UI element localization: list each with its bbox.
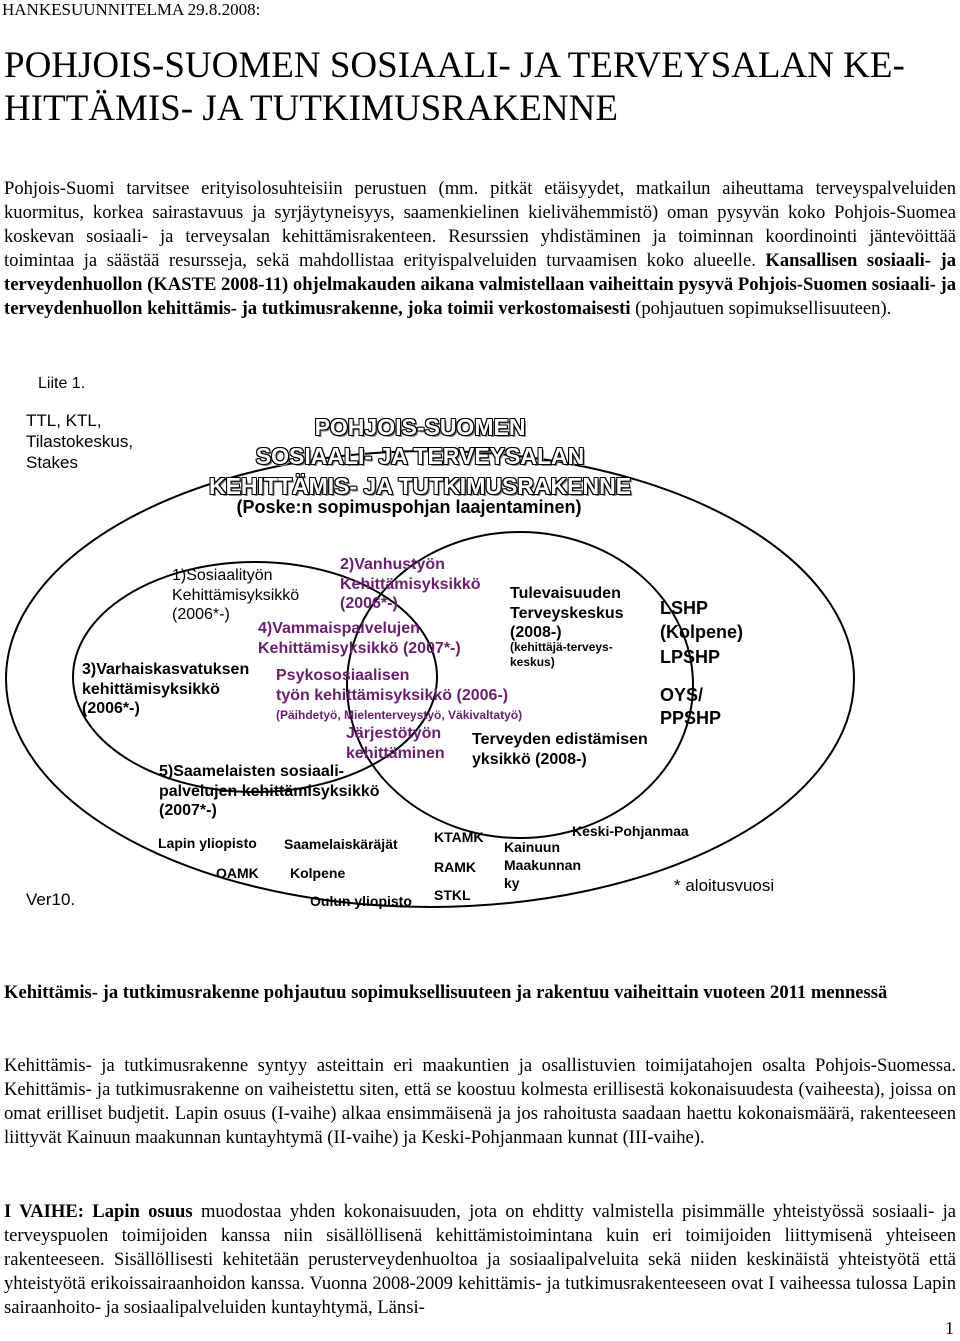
unit-terveyden-edistaminen: Terveyden edistämisen yksikkö (2008-) bbox=[472, 731, 648, 768]
org-lshp: LSHP (Kolpene) bbox=[660, 598, 743, 642]
attachment-label: Liite 1. bbox=[38, 375, 86, 392]
unit-varhaiskasvatus: 3)Varhaiskasvatuksen kehittämisyksikkö (2006*-) bbox=[82, 661, 250, 717]
org-ktamk: KTAMK bbox=[434, 829, 484, 845]
title-line-2: HITTÄMIS- JA TUTKIMUSRAKENNE bbox=[4, 88, 618, 129]
org-keski-pohjanmaa: Keski-Pohjanmaa bbox=[572, 823, 689, 839]
unit-jarjestotyo: Järjestötyön kehittäminen bbox=[346, 725, 445, 762]
body-paragraph-2: Kehittämis- ja tutkimusrakenne syntyy asteittain eri maakuntien ja osallistuvien toimijatahojen osalta Pohjois-Suomessa. Kehittämis- ja tutkimusrakenne on vaiheistettu siten, että se koostuu kolmesta erillisestä kokonaisuudesta (vaiheesta), joissa on omat erilliset budjetit. Lapin osuus (I-vaihe) alkaa ensimmäisenä ja jos rahoitusta saadaan haettu kokonaismäärä, rakenteeseen liittyvät Kainuun maakunnan kuntayhtymä (II-vaihe) ja Keski-Pohjanmaan kunnat (III-vaihe). bbox=[4, 1055, 956, 1148]
document-title bbox=[4, 44, 954, 130]
diagram-subtitle: (Poske:n sopimuspohjan laajentaminen) bbox=[236, 497, 582, 517]
document-header: HANKESUUNNITELMA 29.8.2008: bbox=[2, 0, 261, 19]
org-saamelaiskarajat: Saamelaiskäräjät bbox=[284, 836, 398, 852]
org-lapin-yliopisto: Lapin yliopisto bbox=[158, 835, 257, 851]
data-sources: TTL, KTL, Tilastokeskus, Stakes bbox=[26, 411, 134, 472]
intro-text: Pohjois-Suomi tarvitsee erityisolosuhteisiin perustuen (mm. pitkät etäisyydet, matkailun aiheuttama terveyspalveluiden kuormitus, korkea sairastavuus ja syrjäytyneisyys, saamenkielinen kielivähemmistö) oman pysyvän koko Pohjois-Suomea koskevan sosiaali- ja terveysalan kehittämisrakenteen. Resurssien yhdistäminen ja toiminnan koordinointi jäntevöittää toimintaa ja säästää resursseja, sekä mahdollistaa erityispalveluiden turvaamisen koko alueelle. bbox=[4, 178, 956, 271]
unit-vanhustyo: 2)Vanhustyön Kehittämisyksikkö (2006*-) bbox=[340, 556, 481, 612]
org-kolpene: Kolpene bbox=[290, 865, 346, 881]
org-oulun-yliopisto: Oulun yliopisto bbox=[310, 893, 412, 909]
org-lpshp: LPSHP bbox=[660, 647, 721, 667]
version-label: Ver10. bbox=[26, 890, 76, 909]
org-ramk: RAMK bbox=[434, 859, 476, 875]
org-kainuu: Kainuun Maakunnan ky bbox=[504, 839, 582, 891]
unit-psykososiaalinen: Psykososiaalisen työn kehittämisyksikkö (2006-) bbox=[276, 667, 509, 704]
diagram-title-3: KEHITTÄMIS- JA TUTKIMUSRAKENNE bbox=[208, 473, 632, 499]
diagram-title-2: SOSIAALI- JA TERVEYSALAN bbox=[255, 443, 585, 469]
intro-bold-text: Kansallisen sosiaali- ja terveydenhuollon (KASTE 2008-11) ohjelmakauden aikana valmistellaan vaiheittain pysyvä Pohjois-Suomen sosiaali- ja terveydenhuollon kehittämis- ja tutkimusrakenne, joka toimii verkostomaisesti bbox=[4, 250, 956, 319]
org-oamk: OAMK bbox=[216, 865, 259, 881]
intro-end-text: (pohjautuen sopimuksellisuuteen). bbox=[630, 298, 892, 319]
unit-tulevaisuus-sub: (kehittäjä-terveys- keskus) bbox=[510, 640, 613, 669]
unit-saamelaiset: 5)Saamelaisten sosiaali- palvelujen kehittämisyksikkö (2007*-) bbox=[159, 763, 380, 819]
start-year-note: * aloitusvuosi bbox=[674, 876, 775, 895]
page-number: 1 bbox=[945, 1318, 954, 1338]
unit-tulevaisuuden-terveyskeskus: Tulevaisuuden Terveyskeskus (2008-) bbox=[510, 585, 624, 641]
org-oys: OYS/ PPSHP bbox=[660, 685, 722, 728]
section-heading: Kehittämis- ja tutkimusrakenne pohjautuu sopimuksellisuuteen ja rakentuu vaiheittain vuoteen 2011 mennessä bbox=[4, 982, 888, 1003]
org-stkl: STKL bbox=[434, 887, 471, 903]
phase1-label: I VAIHE: Lapin osuus bbox=[4, 1201, 193, 1222]
diagram-title-1: POHJOIS-SUOMEN bbox=[314, 414, 526, 440]
body-paragraph-3 bbox=[4, 1200, 956, 1320]
title-line-1: POHJOIS-SUOMEN SOSIAALI- JA TERVEYSALAN KE- bbox=[4, 45, 905, 86]
unit-vammaispalvelut: 4)Vammaispalvelujen Kehittämisyksikkö (2007*-) bbox=[258, 620, 461, 657]
unit-psykososiaalinen-sub: (Päihdetyö, Mielenterveystyö, Väkivaltatyö) bbox=[276, 708, 523, 722]
unit-sosiaalityo: 1)Sosiaalityön Kehittämisyksikkö (2006*-) bbox=[172, 567, 300, 623]
phase1-text: muodostaa yhden kokonaisuuden, jota on ehditty valmistella pisimmälle yhteistyössä sosiaali- ja terveyspuolen toimijoiden kanssa niin sisällöllisenä kehittämistoimintana kuin eri toimijoiden liittymisenä yhteiseen rakenteeseen. Sisällöllisesti kehitetään perusterveydenhuoltoa ja sosiaalipalveluita sekä niiden keskinäistä yhteistyötä että yhteistyötä erikoissairaanhoidon kanssa. Vuonna 2008-2009 kehittämis- ja tutkimusrakenteeseen ovat I vaiheessa tulossa Lapin sairaanhoito- ja sosiaalipalveluiden kuntayhtymä, Länsi- bbox=[4, 1201, 957, 1318]
intro-paragraph bbox=[4, 177, 956, 321]
diagram bbox=[0, 370, 960, 930]
